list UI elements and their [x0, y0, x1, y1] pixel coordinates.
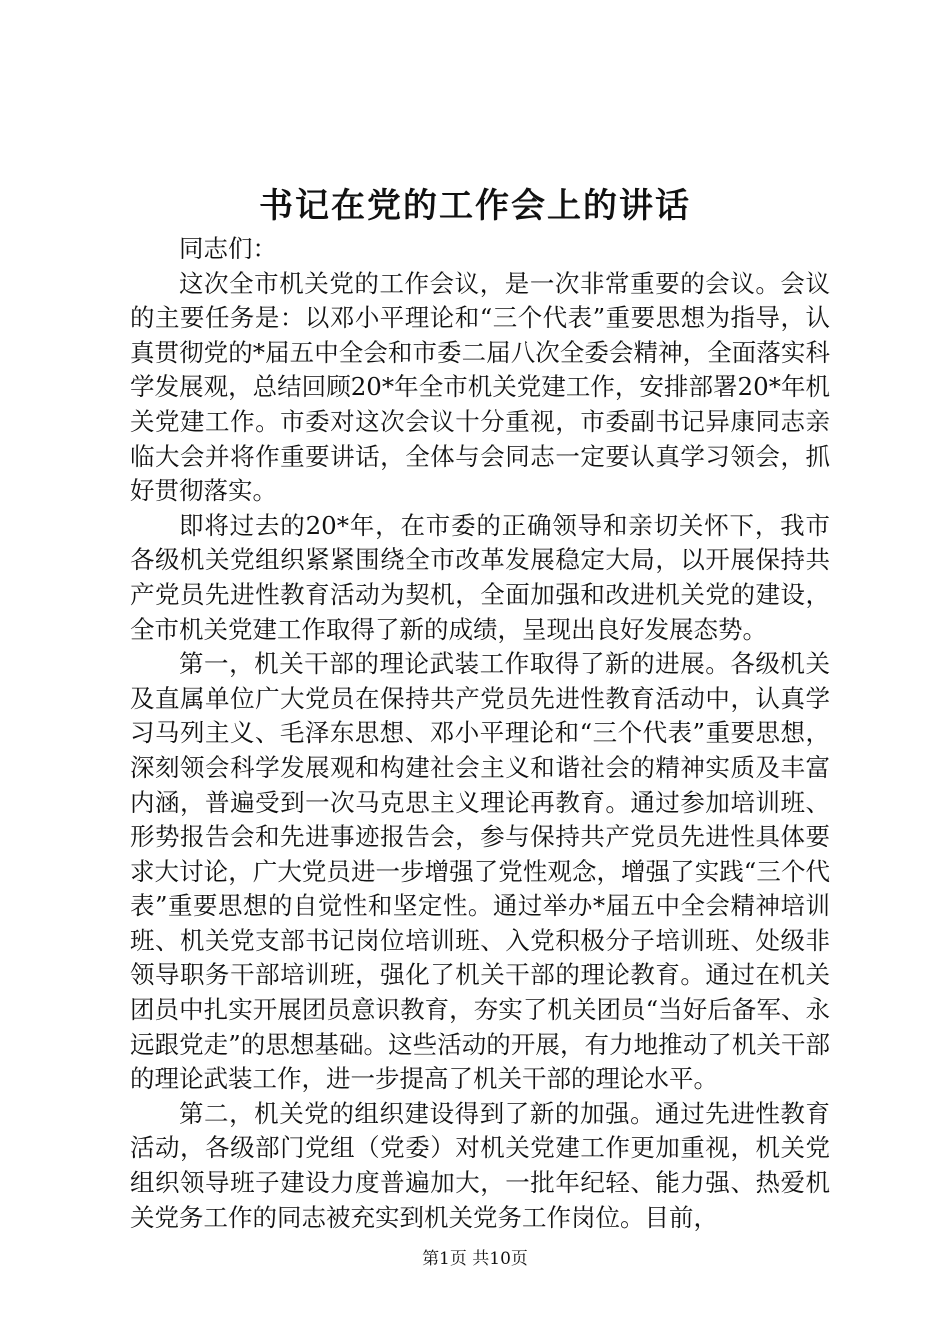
page-number-footer: 第1页 共10页 — [422, 1249, 528, 1269]
document-title: 书记在党的工作会上的讲话 — [259, 186, 691, 226]
paragraph-4: 第二，机关党的组织建设得到了新的加强。通过先进性教育活动，各级部门党组（党委）对机关党建工作更加重视，机关党组织领导班子建设力度普遍加大，一批年纪轻、能力强、热爱机关党务工作的同志被充实到机关党务工作岗位。目前， — [130, 1098, 830, 1232]
salutation: 同志们： — [179, 234, 277, 263]
paragraph-2: 即将过去的20*年，在市委的正确领导和亲切关怀下，我市各级机关党组织紧紧围绕全市改革发展稳定大局，以开展保持共产党员先进性教育活动为契机，全面加强和改进机关党的建设，全市机关党建工作取得了新的成绩，呈现出良好发展态势。 — [130, 510, 830, 644]
document-body — [130, 232, 830, 1235]
paragraph-3: 第一，机关干部的理论武装工作取得了新的进展。各级机关及直属单位广大党员在保持共产党员先进性教育活动中，认真学习马列主义、毛泽东思想、邓小平理论和“三个代表”重要思想，深刻领会科学发展观和构建社会主义和谐社会的精神实质及丰富内涵，普遍受到一次马克思主义理论再教育。通过参加培训班、形势报告会和先进事迹报告会，参与保持共产党员先进性具体要求大讨论，广大党员进一步增强了党性观念，增强了实践“三个代表”重要思想的自觉性和坚定性。通过举办*届五中全会精神培训班、机关党支部书记岗位培训班、入党积极分子培训班、处级非领导职务干部培训班，强化了机关干部的理论教育。通过在机关团员中扎实开展团员意识教育，夯实了机关团员“当好后备军、永远跟党走”的思想基础。这些活动的开展，有力地推动了机关干部的理论武装工作，进一步提高了机关干部的理论水平。 — [130, 649, 830, 1094]
paragraph-1: 这次全市机关党的工作会议，是一次非常重要的会议。会议的主要任务是：以邓小平理论和“三个代表”重要思想为指导，认真贯彻党的*届五中全会和市委二届八次全委会精神，全面落实科学发展观，总结回顾20*年全市机关党建工作，安排部署20*年机关党建工作。市委对这次会议十分重视，市委副书记异康同志亲临大会并将作重要讲话，全体与会同志一定要认真学习领会，抓好贯彻落实。 — [130, 268, 830, 506]
